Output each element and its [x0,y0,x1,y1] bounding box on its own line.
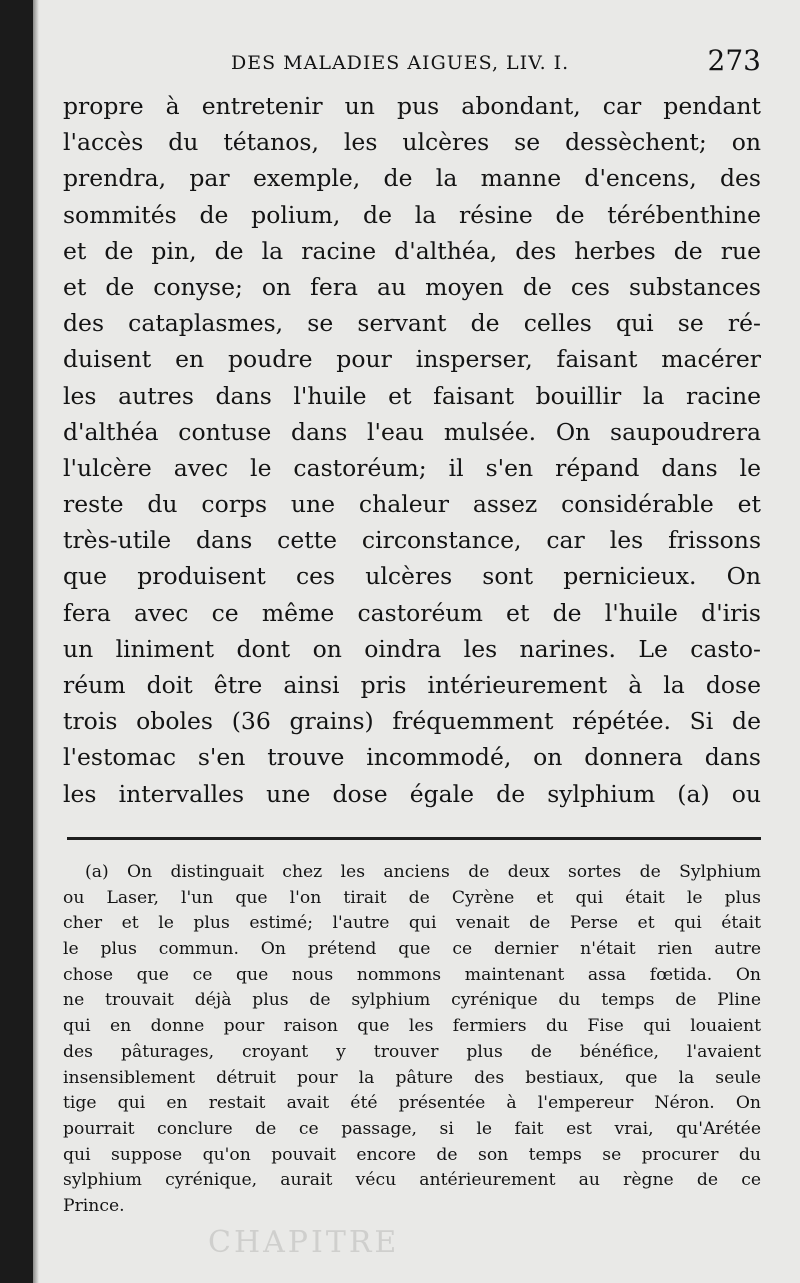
page-gutter-shadow [33,0,39,1283]
text-line: des cataplasmes, se servant de celles qui se ré- [63,309,761,338]
footnote-line: insensiblement détruit pour la pâture des bestiaux, que la seule [63,1067,761,1088]
text-line: prendra, par exemple, de la manne d'encens, des [63,164,761,193]
text-line: fera avec ce même castoréum et de l'huile d'iris [63,598,761,627]
footnote-line: le plus commun. On prétend que ce dernier n'était rien autre [63,939,761,960]
text-line: les intervalles une dose égale de sylphium (a) ou [63,779,761,808]
text-line: que produisent ces ulcères sont pernicieux. On [63,562,761,591]
footnote-line: pourrait conclure de ce passage, si le fait est vrai, qu'Arétée [63,1118,761,1139]
running-head: DES MALADIES AIGUES, LIV. I. [231,52,570,74]
text-line: l'accès du tétanos, les ulcères se dessèchent; on [63,128,761,157]
footnote-line: chose que ce que nous nommons maintenant assa fœtida. On [63,964,761,985]
footnote-line: cher et le plus estimé; l'autre qui venait de Perse et qui était [63,913,761,934]
footnote-block [63,860,761,1220]
footnote-line: sylphium cyrénique, aurait vécu antérieurement au règne de ce [63,1170,761,1191]
footnote-line: tige qui en restait avait été présentée à l'empereur Néron. On [63,1093,761,1114]
text-line: réum doit être ainsi pris intérieurement à la dose [63,671,761,699]
text-line: l'ulcère avec le castoréum; il s'en répand dans le [63,453,761,482]
text-line: reste du corps une chaleur assez considérable et [63,490,761,519]
text-line: les autres dans l'huile et faisant bouillir la racine [63,381,761,410]
page-number: 273 [707,44,761,77]
footnote-line: (a) On distinguait chez les anciens de deux sortes de Sylphium [85,862,761,882]
footnote-line: des pâturages, croyant y trouver plus de bénéfice, l'avaient [63,1041,761,1062]
text-line: propre à entretenir un pus abondant, car pendant [63,92,761,120]
text-line: trois oboles (36 grains) fréquemment répétée. Si de [63,707,761,736]
text-line: l'estomac s'en trouve incommodé, on donnera dans [63,743,761,772]
text-line: sommités de polium, de la résine de térébenthine [63,200,761,229]
text-line: d'althéa contuse dans l'eau mulsée. On saupoudrera [63,417,761,446]
book-page [33,0,800,1283]
text-line: et de pin, de la racine d'althéa, des herbes de rue [63,236,761,265]
text-line: un liniment dont on oindra les narines. Le casto- [63,634,761,663]
main-text-block [63,88,761,812]
footnote-line: ou Laser, l'un que l'on tirait de Cyrène et qui était le plus [63,887,761,908]
footnote-line: Prince. [63,1195,125,1216]
page-header [61,44,761,84]
footnote-line: qui en donne pour raison que les fermiers du Fise qui louaient [63,1016,761,1037]
bleed-through-text: CHAPITRE [208,1225,400,1260]
text-line: très-utile dans cette circonstance, car les frissons [63,526,761,555]
footnote-line: qui suppose qu'on pouvait encore de son temps se procurer du [63,1144,761,1165]
text-line: duisent en poudre pour insperser, faisant macérer [63,345,761,374]
footnote-rule [67,837,761,840]
text-line: et de conyse; on fera au moyen de ces substances [63,272,761,301]
footnote-line: ne trouvait déjà plus de sylphium cyrénique du temps de Pline [63,990,761,1011]
